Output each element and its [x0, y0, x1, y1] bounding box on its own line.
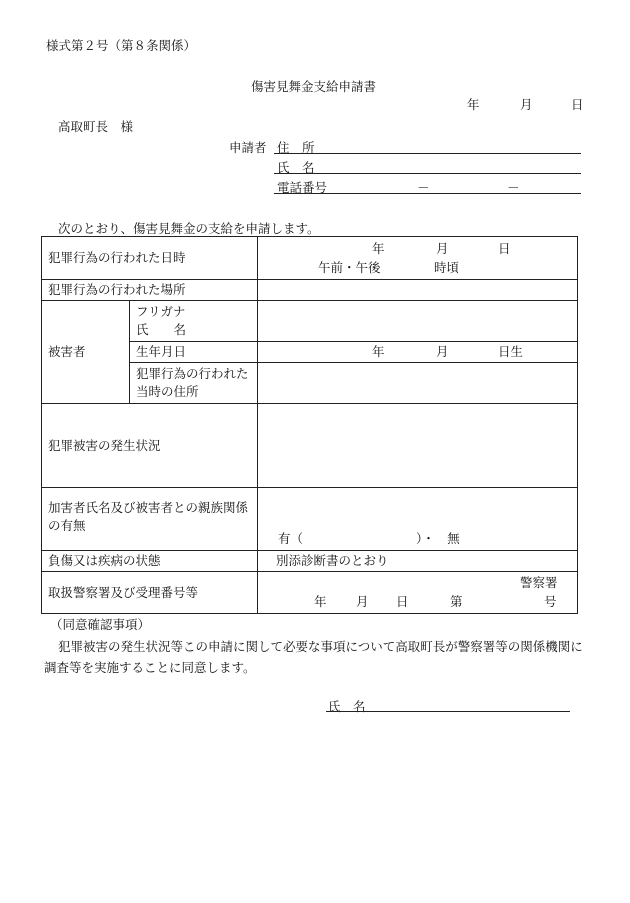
- place-field[interactable]: [258, 280, 578, 301]
- police-month: 月: [356, 594, 369, 609]
- applicant-label: 申請者: [229, 140, 267, 155]
- row-situation: [42, 404, 578, 488]
- injury-value: 別添診断書のとおり: [276, 553, 389, 568]
- phone-dash-1: －: [417, 180, 430, 195]
- birth-field[interactable]: [258, 342, 578, 363]
- consent-name-field[interactable]: [326, 711, 570, 712]
- victim-address-field[interactable]: [258, 363, 578, 404]
- row-police: [42, 572, 578, 614]
- intro-text: 次のとおり、傷害見舞金の支給を申請します。: [58, 221, 320, 236]
- birth-month: 月: [436, 344, 449, 359]
- row-place: [42, 280, 578, 301]
- date-month: 月: [520, 97, 533, 112]
- situation-field[interactable]: [258, 404, 578, 488]
- victim-name-field[interactable]: [258, 301, 578, 342]
- relation-yes: 有（: [278, 531, 304, 546]
- applicant-address-field[interactable]: [274, 153, 581, 154]
- place-label: 犯罪行為の行われた場所: [42, 280, 258, 301]
- applicant-address-label: 住 所: [277, 140, 315, 155]
- datetime-field[interactable]: [258, 237, 578, 280]
- datetime-label: 犯罪行為の行われた日時: [42, 237, 258, 280]
- police-dai: 第: [450, 594, 463, 609]
- consent-name-label: 氏 名: [328, 699, 366, 714]
- applicant-name-label: 氏 名: [277, 160, 315, 175]
- row-victim-name: [42, 301, 578, 342]
- row-datetime: [42, 237, 578, 280]
- relation-no: ）・ 無: [416, 531, 460, 546]
- birth-year: 年: [372, 344, 385, 359]
- row-injury: [42, 551, 578, 572]
- datetime-ampm: 午前・午後: [318, 260, 381, 275]
- date-year: 年: [467, 97, 480, 112]
- victim-address-label-line-1: 犯罪行為の行われた: [136, 366, 249, 381]
- victim-address-label: [130, 363, 258, 404]
- police-go: 号: [544, 594, 557, 609]
- form-number: 様式第２号（第８条関係）: [46, 38, 197, 53]
- page-title: 傷害見舞金支給申請書: [251, 79, 377, 94]
- birth-day: 日生: [498, 344, 524, 359]
- injury-label: 負傷又は疾病の状態: [42, 551, 258, 572]
- datetime-day: 日: [498, 241, 511, 256]
- datetime-month: 月: [436, 241, 449, 256]
- police-year: 年: [314, 594, 327, 609]
- consent-text: 犯罪被害の発生状況等この申請に関して必要な事項について高取町長が警察署等の関係機関に調査等を実施することに同意します。: [44, 639, 583, 675]
- consent-heading: （同意確認事項）: [50, 617, 151, 632]
- addressee: 高取町長 様: [58, 119, 134, 134]
- applicant-phone-field[interactable]: [274, 193, 581, 194]
- police-label: 取扱警察署及び受理番号等: [42, 572, 258, 614]
- datetime-year: 年: [372, 241, 385, 256]
- perpetrator-field[interactable]: [258, 488, 578, 551]
- victim-label: 被害者: [42, 301, 130, 404]
- situation-label: 犯罪被害の発生状況: [42, 404, 258, 488]
- victim-name-label: [130, 301, 258, 342]
- injury-field[interactable]: [258, 551, 578, 572]
- phone-dash-2: －: [507, 180, 520, 195]
- police-day: 日: [396, 594, 409, 609]
- police-field[interactable]: [258, 572, 578, 614]
- date-day: 日: [571, 97, 584, 112]
- name-label: 氏 名: [136, 322, 187, 337]
- applicant-name-field[interactable]: [274, 173, 581, 174]
- row-perpetrator: [42, 488, 578, 551]
- application-table: [41, 236, 578, 614]
- police-station: 警察署: [520, 575, 558, 590]
- datetime-hour: 時頃: [434, 260, 460, 275]
- birth-label: 生年月日: [130, 342, 258, 363]
- furigana-label: フリガナ: [136, 304, 186, 319]
- perpetrator-label: 加害者氏名及び被害者との親族関係の有無: [42, 488, 258, 551]
- applicant-phone-label: 電話番号: [277, 180, 328, 195]
- victim-address-label-line-2: 当時の住所: [136, 384, 199, 399]
